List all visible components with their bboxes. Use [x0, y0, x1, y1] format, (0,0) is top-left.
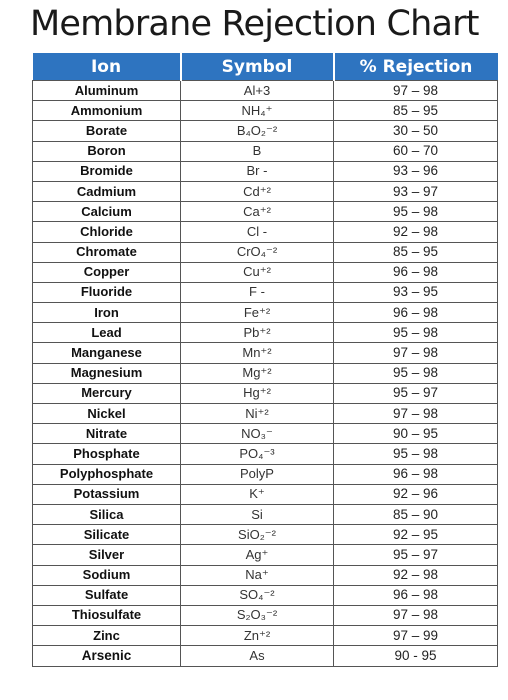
rejection-cell: 95 – 98 [334, 444, 498, 464]
ion-cell: Fluoride [33, 282, 181, 302]
symbol-cell: F - [181, 282, 334, 302]
rejection-cell: 97 – 98 [334, 605, 498, 625]
symbol-cell: CrO₄⁻² [181, 242, 334, 262]
ion-cell: Manganese [33, 343, 181, 363]
column-header-symbol: Symbol [181, 53, 334, 81]
ion-cell: Calcium [33, 202, 181, 222]
symbol-cell: Mg⁺² [181, 363, 334, 383]
table-row [33, 444, 498, 464]
table-row [33, 404, 498, 424]
rejection-cell: 95 – 97 [334, 383, 498, 403]
rejection-cell: 92 – 96 [334, 484, 498, 504]
symbol-cell: Zn⁺² [181, 626, 334, 646]
rejection-cell: 93 – 97 [334, 181, 498, 201]
column-header-ion: Ion [33, 53, 181, 81]
table-row [33, 242, 498, 262]
table-row [33, 282, 498, 302]
ion-cell: Aluminum [33, 81, 181, 101]
rejection-cell: 90 – 95 [334, 424, 498, 444]
symbol-cell: B₄O₂⁻² [181, 121, 334, 141]
table-row [33, 101, 498, 121]
table-row [33, 605, 498, 625]
rejection-cell: 95 – 97 [334, 545, 498, 565]
table-row [33, 383, 498, 403]
table-row [33, 646, 498, 667]
symbol-cell: B [181, 141, 334, 161]
rejection-cell: 85 – 95 [334, 242, 498, 262]
rejection-cell: 95 – 98 [334, 202, 498, 222]
header-row [33, 53, 498, 81]
symbol-cell: NO₃⁻ [181, 424, 334, 444]
rejection-cell: 95 – 98 [334, 363, 498, 383]
table-row [33, 121, 498, 141]
rejection-table [32, 53, 498, 667]
symbol-cell: Cd⁺² [181, 181, 334, 201]
rejection-cell: 30 – 50 [334, 121, 498, 141]
rejection-cell: 92 – 95 [334, 525, 498, 545]
symbol-cell: NH₄⁺ [181, 101, 334, 121]
symbol-cell: Pb⁺² [181, 323, 334, 343]
rejection-cell: 96 – 98 [334, 303, 498, 323]
symbol-cell: Al+3 [181, 81, 334, 101]
symbol-cell: Br - [181, 161, 334, 181]
rejection-cell: 92 – 98 [334, 222, 498, 242]
table-row [33, 202, 498, 222]
ion-cell: Silica [33, 504, 181, 524]
page-title: Membrane Rejection Chart [30, 4, 479, 44]
table-body [33, 81, 498, 667]
symbol-cell: PolyP [181, 464, 334, 484]
ion-cell: Potassium [33, 484, 181, 504]
table-row [33, 222, 498, 242]
ion-cell: Iron [33, 303, 181, 323]
symbol-cell: Ni⁺² [181, 404, 334, 424]
rejection-cell: 85 – 95 [334, 101, 498, 121]
ion-cell: Ammonium [33, 101, 181, 121]
symbol-cell: SO₄⁻² [181, 585, 334, 605]
table-row [33, 504, 498, 524]
rejection-cell: 93 – 95 [334, 282, 498, 302]
ion-cell: Nitrate [33, 424, 181, 444]
symbol-cell: Ag⁺ [181, 545, 334, 565]
rejection-cell: 90 - 95 [334, 646, 498, 667]
ion-cell: Copper [33, 262, 181, 282]
table-row [33, 464, 498, 484]
symbol-cell: As [181, 646, 334, 667]
table-row [33, 303, 498, 323]
ion-cell: Sulfate [33, 585, 181, 605]
ion-cell: Thiosulfate [33, 605, 181, 625]
rejection-cell: 95 – 98 [334, 323, 498, 343]
ion-cell: Boron [33, 141, 181, 161]
symbol-cell: Hg⁺² [181, 383, 334, 403]
ion-cell: Zinc [33, 626, 181, 646]
table-row [33, 323, 498, 343]
table-row [33, 343, 498, 363]
ion-cell: Silver [33, 545, 181, 565]
ion-cell: Borate [33, 121, 181, 141]
ion-cell: Silicate [33, 525, 181, 545]
ion-cell: Chloride [33, 222, 181, 242]
table-row [33, 585, 498, 605]
column-header-rejection: % Rejection [334, 53, 498, 81]
rejection-cell: 97 – 99 [334, 626, 498, 646]
rejection-cell: 92 – 98 [334, 565, 498, 585]
rejection-cell: 60 – 70 [334, 141, 498, 161]
ion-cell: Mercury [33, 383, 181, 403]
table-row [33, 161, 498, 181]
rejection-cell: 97 – 98 [334, 404, 498, 424]
table-row [33, 626, 498, 646]
rejection-cell: 96 – 98 [334, 585, 498, 605]
rejection-cell: 96 – 98 [334, 464, 498, 484]
symbol-cell: Cl - [181, 222, 334, 242]
table-row [33, 363, 498, 383]
rejection-cell: 93 – 96 [334, 161, 498, 181]
ion-cell: Magnesium [33, 363, 181, 383]
symbol-cell: SiO₂⁻² [181, 525, 334, 545]
table-row [33, 424, 498, 444]
ion-cell: Cadmium [33, 181, 181, 201]
ion-cell: Chromate [33, 242, 181, 262]
rejection-cell: 85 – 90 [334, 504, 498, 524]
ion-cell: Lead [33, 323, 181, 343]
symbol-cell: Cu⁺² [181, 262, 334, 282]
table-header [33, 53, 498, 81]
ion-cell: Bromide [33, 161, 181, 181]
symbol-cell: K⁺ [181, 484, 334, 504]
table-row [33, 181, 498, 201]
ion-cell: Polyphosphate [33, 464, 181, 484]
table-row [33, 565, 498, 585]
symbol-cell: Na⁺ [181, 565, 334, 585]
table-row [33, 81, 498, 101]
table-row [33, 262, 498, 282]
rejection-cell: 96 – 98 [334, 262, 498, 282]
ion-cell: Phosphate [33, 444, 181, 464]
ion-cell: Nickel [33, 404, 181, 424]
symbol-cell: Fe⁺² [181, 303, 334, 323]
symbol-cell: Mn⁺² [181, 343, 334, 363]
ion-cell: Arsenic [33, 646, 181, 667]
rejection-cell: 97 – 98 [334, 81, 498, 101]
symbol-cell: S₂O₃⁻² [181, 605, 334, 625]
table-row [33, 141, 498, 161]
table-row [33, 545, 498, 565]
symbol-cell: Si [181, 504, 334, 524]
table-row [33, 484, 498, 504]
symbol-cell: Ca⁺² [181, 202, 334, 222]
rejection-cell: 97 – 98 [334, 343, 498, 363]
table-row [33, 525, 498, 545]
ion-cell: Sodium [33, 565, 181, 585]
symbol-cell: PO₄⁻³ [181, 444, 334, 464]
